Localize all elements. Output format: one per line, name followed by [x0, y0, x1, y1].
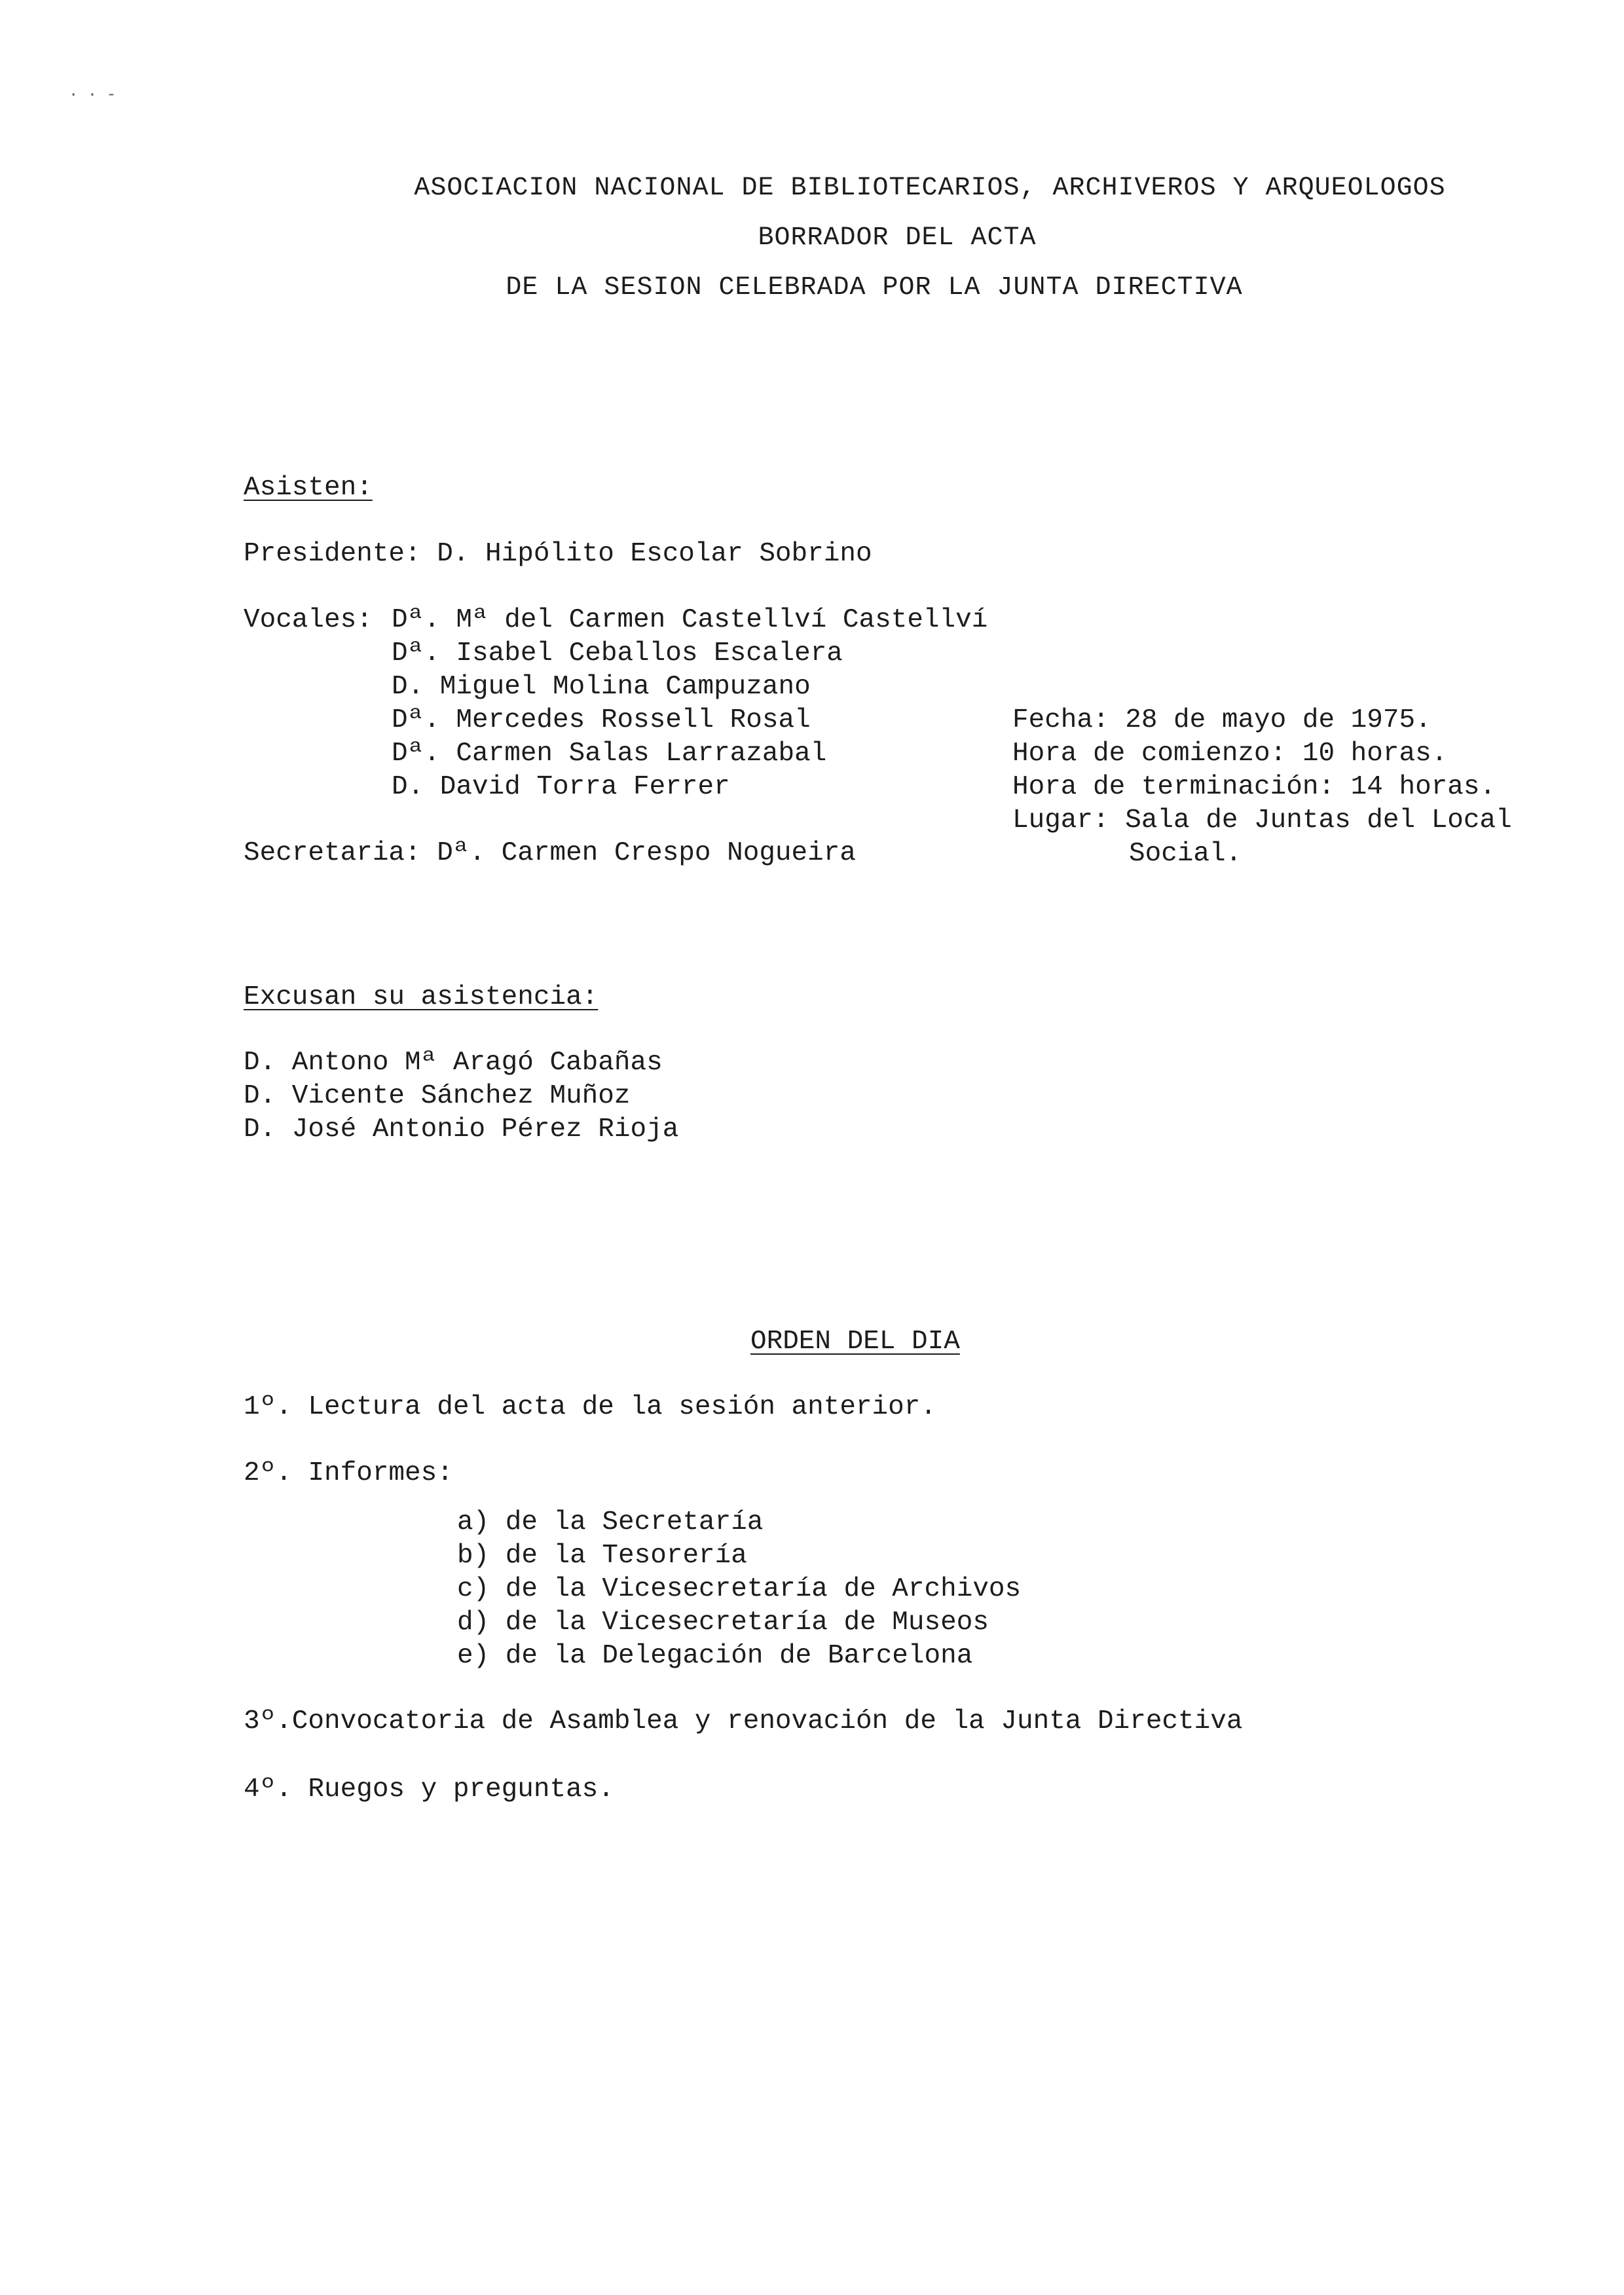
header-session-title: DE LA SESION CELEBRADA POR LA JUNTA DIRECTIVA: [506, 273, 1243, 303]
vocal-item: D. Miguel Molina Campuzano: [392, 672, 811, 702]
informe-item: d) de la Vicesecretaría de Museos: [457, 1607, 989, 1638]
excusa-name: D. Vicente Sánchez Muñoz: [244, 1081, 631, 1111]
excusan-heading: Excusan su asistencia:: [244, 982, 599, 1012]
agenda-item-2: 2º. Informes:: [244, 1458, 453, 1488]
secretaria-line: Secretaria: Dª. Carmen Crespo Nogueira: [244, 838, 856, 868]
agenda-item-3: 3º.Convocatoria de Asamblea y renovación de la Junta Directiva: [244, 1706, 1243, 1736]
vocal-item: Dª. Mercedes Rossell Rosal: [392, 705, 811, 735]
vocal-item: Dª. Isabel Ceballos Escalera: [392, 638, 843, 669]
meeting-place-cont: Social.: [1129, 839, 1242, 869]
header-draft-title: BORRADOR DEL ACTA: [758, 223, 1037, 253]
presidente-line: Presidente: D. Hipólito Escolar Sobrino: [244, 539, 872, 569]
scan-specks: · · ‐: [69, 86, 117, 104]
agenda-item-1: 1º. Lectura del acta de la sesión anterior.: [244, 1392, 936, 1422]
informe-item: e) de la Delegación de Barcelona: [457, 1641, 973, 1671]
asisten-heading: Asisten:: [244, 473, 373, 503]
vocales-label: Vocales:: [244, 605, 373, 635]
vocal-item: D. David Torra Ferrer: [392, 772, 730, 802]
orden-heading: ORDEN DEL DIA: [750, 1327, 960, 1357]
vocal-item: Dª. Carmen Salas Larrazabal: [392, 739, 827, 769]
informe-item: a) de la Secretaría: [457, 1507, 764, 1537]
meeting-start-time: Hora de comienzo: 10 horas.: [1012, 739, 1448, 769]
agenda-item-4: 4º. Ruegos y preguntas.: [244, 1774, 614, 1805]
excusa-name: D. José Antonio Pérez Rioja: [244, 1114, 679, 1145]
excusa-name: D. Antono Mª Aragó Cabañas: [244, 1048, 663, 1078]
header-organization: ASOCIACION NACIONAL DE BIBLIOTECARIOS, ARCHIVEROS Y ARQUEOLOGOS: [414, 174, 1446, 203]
meeting-end-time: Hora de terminación: 14 horas.: [1012, 772, 1496, 802]
vocal-item: Dª. Mª del Carmen Castellví Castellví: [392, 605, 988, 635]
meeting-place: Lugar: Sala de Juntas del Local: [1012, 805, 1512, 835]
informe-item: c) de la Vicesecretaría de Archivos: [457, 1574, 1022, 1604]
informe-item: b) de la Tesorería: [457, 1541, 747, 1571]
meeting-date: Fecha: 28 de mayo de 1975.: [1012, 705, 1431, 735]
